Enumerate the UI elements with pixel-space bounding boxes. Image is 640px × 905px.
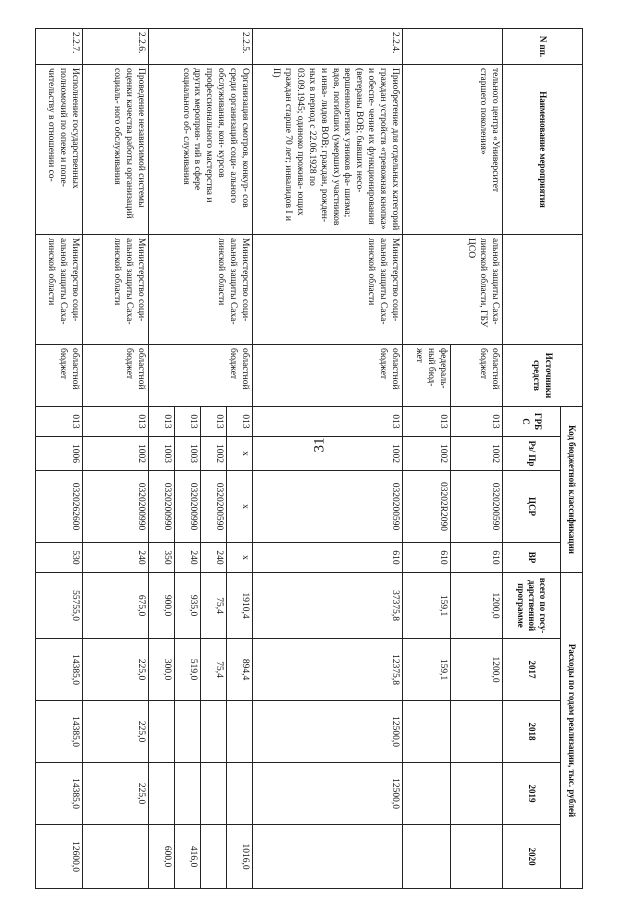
row-2019 — [227, 763, 253, 825]
header-name: Наименование мероприятия — [503, 65, 583, 235]
row-grbs: 013 — [403, 407, 451, 437]
table-row — [253, 29, 403, 889]
header-kbk-group: Код бюджетной классификации — [561, 407, 583, 573]
row-name: Исполнение государственных полномочий по опеке и попе- чительству в отношении со- — [36, 65, 83, 235]
row-2019 — [201, 763, 227, 825]
row-2019: 225,0 — [83, 763, 149, 825]
header-total: всего по госу- дарственной программе — [503, 573, 561, 639]
row-n — [403, 29, 503, 65]
row-rz: 1002 — [83, 437, 149, 471]
row-csr: х — [227, 471, 253, 543]
row-2017: 894,4 — [227, 639, 253, 701]
row-grbs: 013 — [149, 407, 175, 437]
row-executor: Министерство соци- альной защиты Саха- линской области — [36, 235, 83, 345]
row-2019: 14385,0 — [36, 763, 83, 825]
row-2019 — [451, 763, 503, 825]
row-2019 — [175, 763, 201, 825]
row-executor: Министерство соци- альной защиты Саха- линской области — [253, 235, 403, 345]
row-source: областной бюджет — [36, 345, 83, 407]
row-executor: Министерство соци- альной защиты Саха- линской области — [149, 235, 253, 345]
table-row — [227, 29, 253, 889]
header-2020: 2020 — [503, 825, 561, 889]
row-name: тельного центра «Университет старшего поколения» — [403, 65, 503, 235]
row-csr: 0320200990 — [83, 471, 149, 543]
page-number: 31 — [311, 437, 328, 453]
row-2017: 1200,0 — [451, 639, 503, 701]
row-source: областной бюджет — [83, 345, 149, 407]
row-rz: 1002 — [403, 437, 451, 471]
row-grbs: 013 — [36, 407, 83, 437]
row-2020: 12600,0 — [36, 825, 83, 889]
row-executor: Министерство соци- альной защиты Саха- линской области — [83, 235, 149, 345]
row-csr: 0320200990 — [149, 471, 175, 543]
row-2020 — [83, 825, 149, 889]
row-name: Проведение независимой системы оценки качества работы организаций социаль- ного обслуживания — [83, 65, 149, 235]
row-total: 1200,0 — [451, 573, 503, 639]
row-source: областной бюджет — [253, 345, 403, 407]
row-2018 — [451, 701, 503, 763]
header-expenses-group: Расходы по годам реализации, тыс. рублей — [561, 573, 583, 889]
row-vr: 350 — [149, 543, 175, 573]
row-grbs: 013 — [451, 407, 503, 437]
row-grbs: 013 — [83, 407, 149, 437]
header-grbs: ГРБ С — [503, 407, 561, 437]
header-source: Источники средств — [503, 345, 583, 407]
row-source: областной бюджет — [451, 345, 503, 407]
row-2017: 14385,0 — [36, 639, 83, 701]
row-rz: 1002 — [201, 437, 227, 471]
table-row — [36, 29, 83, 889]
header-2017: 2017 — [503, 639, 561, 701]
header-2019: 2019 — [503, 763, 561, 825]
row-vr: 610 — [451, 543, 503, 573]
row-2019 — [149, 763, 175, 825]
row-executor: альной защиты Саха- линской области, ГБУ ЦСО — [403, 235, 503, 345]
header-executor — [503, 235, 583, 345]
row-vr: 530 — [36, 543, 83, 573]
row-total: 75,4 — [201, 573, 227, 639]
row-vr: 240 — [175, 543, 201, 573]
row-2018 — [227, 701, 253, 763]
row-vr: 610 — [253, 543, 403, 573]
row-2018 — [403, 701, 451, 763]
row-rz: 1006 — [36, 437, 83, 471]
row-n: 2.2.7. — [36, 29, 83, 65]
row-2018: 14385,0 — [36, 701, 83, 763]
row-grbs: 013 — [253, 407, 403, 437]
row-2020: 1016,0 — [227, 825, 253, 889]
row-grbs: 013 — [227, 407, 253, 437]
row-csr: 0320200590 — [451, 471, 503, 543]
row-total: 1910,4 — [227, 573, 253, 639]
row-vr: 240 — [201, 543, 227, 573]
row-rz: 1002 — [451, 437, 503, 471]
row-total: 37375,8 — [253, 573, 403, 639]
row-2018 — [149, 701, 175, 763]
row-csr: 0320200590 — [253, 471, 403, 543]
row-2020 — [253, 825, 403, 889]
row-2017: 225,0 — [83, 639, 149, 701]
row-2018 — [175, 701, 201, 763]
row-2020: 600,0 — [149, 825, 175, 889]
row-n: 2.2.5. — [149, 29, 253, 65]
header-csr: ЦСР — [503, 471, 561, 543]
row-rz: х — [227, 437, 253, 471]
row-n: 2.2.4. — [253, 29, 403, 65]
header-vr: ВР — [503, 543, 561, 573]
row-rz: 1002 — [253, 437, 403, 471]
row-rz: 1003 — [175, 437, 201, 471]
header-rzpr: Рз/ Пр — [503, 437, 561, 471]
row-2019 — [403, 763, 451, 825]
row-grbs: 013 — [175, 407, 201, 437]
row-vr: х — [227, 543, 253, 573]
row-name: Организация смотров, конкур- сов среди организаций соци- ального обслуживания, кон- курсов профессионального мастерства и других мероприя- тий в сфере социального об- служивания — [149, 65, 253, 235]
row-2018 — [201, 701, 227, 763]
row-n: 2.2.6. — [83, 29, 149, 65]
row-vr: 240 — [83, 543, 149, 573]
row-csr: 0320262600 — [36, 471, 83, 543]
row-vr: 610 — [403, 543, 451, 573]
row-csr: 03202R2090 — [403, 471, 451, 543]
header-n: N пп. — [503, 29, 583, 65]
row-2018: 225,0 — [83, 701, 149, 763]
row-2020 — [451, 825, 503, 889]
budget-table — [35, 28, 583, 889]
row-name: Приобретение для отдельных категорий граждан устройств «тревожная кнопка» и обеспе- чение их функционирования (ветераны ВОВ; бывших несо- вершеннолетних узников фа- шизма; вдов, погибших (умерших) участников и инва- лидов ВОВ; граждан, рожден- ных в период с 22.06.1928 по 03.09.1945; одиноко прожива- ющих граждан старше 70 лет; инвалидов I и II) — [253, 65, 403, 235]
row-total: 159,1 — [403, 573, 451, 639]
row-total: 900,0 — [149, 573, 175, 639]
row-2017: 300,0 — [149, 639, 175, 701]
row-total: 55755,0 — [36, 573, 83, 639]
row-2020 — [403, 825, 451, 889]
row-2017: 519,0 — [175, 639, 201, 701]
table-row — [451, 29, 503, 889]
row-csr: 0320200990 — [175, 471, 201, 543]
row-grbs: 013 — [201, 407, 227, 437]
row-2017: 75,4 — [201, 639, 227, 701]
row-2019: 12500,0 — [253, 763, 403, 825]
row-rz: 1003 — [149, 437, 175, 471]
row-2020: 416,0 — [175, 825, 201, 889]
row-2020 — [201, 825, 227, 889]
row-total: 935,0 — [175, 573, 201, 639]
header-2018: 2018 — [503, 701, 561, 763]
table-row — [83, 29, 149, 889]
row-2018: 12500,0 — [253, 701, 403, 763]
row-2017: 12375,8 — [253, 639, 403, 701]
row-source: федераль- ный бюд- жет — [403, 345, 451, 407]
row-source: областной бюджет — [149, 345, 253, 407]
row-csr: 0320200590 — [201, 471, 227, 543]
row-2017: 159,1 — [403, 639, 451, 701]
rotated-table-container — [46, 28, 583, 888]
row-total: 675,0 — [83, 573, 149, 639]
